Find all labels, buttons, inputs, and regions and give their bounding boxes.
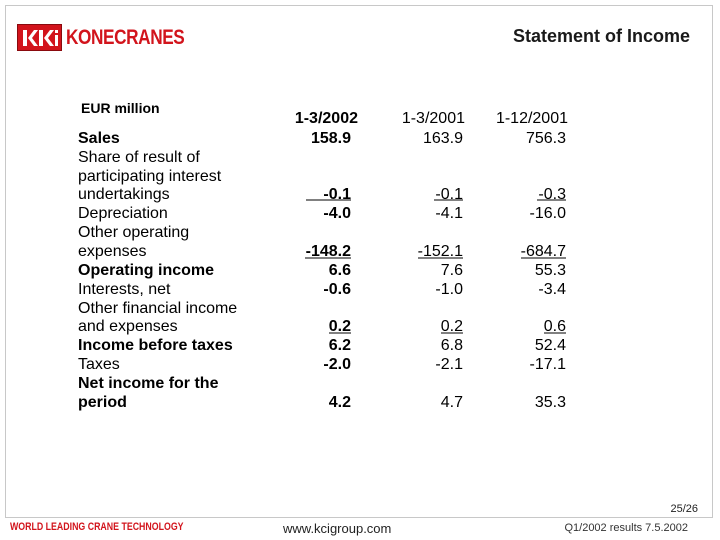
cell-taxes-1-3-2001: -2.1 xyxy=(435,356,463,373)
cell-sales-1-3-2001: 163.9 xyxy=(422,130,463,147)
cell-taxes-1-3-2002: -2.0 xyxy=(323,356,351,373)
cell-depreciation-1-3-2001: -4.1 xyxy=(435,205,463,222)
cell-netincome-1-3-2002: 4.2 xyxy=(328,394,351,411)
row-label-share-of-result-line3: undertakings xyxy=(78,186,170,203)
row-label-other-financial-line2: and expenses xyxy=(78,318,178,335)
row-label-net-income-line2: period xyxy=(78,394,127,411)
cell-opincome-1-3-2002: 6.6 xyxy=(328,262,351,279)
cell-ibt-1-3-2001: 6.8 xyxy=(440,337,463,354)
cell-sales-1-3-2002: 158.9 xyxy=(310,130,351,147)
cell-ibt-1-3-2002: 6.2 xyxy=(328,337,351,354)
cell-depreciation-1-3-2002: -4.0 xyxy=(323,205,351,222)
cell-depreciation-1-12-2001: -16.0 xyxy=(529,205,566,222)
row-label-other-operating-line1: Other operating xyxy=(78,224,190,241)
unit-label: EUR million xyxy=(81,100,160,116)
cell-share-1-12-2001: -0.3 xyxy=(538,186,566,203)
cell-opex-1-12-2001: -684.7 xyxy=(520,243,566,260)
cell-otherfin-1-3-2001: 0.2 xyxy=(440,318,463,335)
cell-share-1-3-2001: -0.1 xyxy=(435,186,463,203)
footer-tagline: WORLD LEADING CRANE TECHNOLOGY xyxy=(10,521,184,533)
row-label-income-before-taxes: Income before taxes xyxy=(78,337,233,354)
row-label-interests-net: Interests, net xyxy=(78,281,171,298)
cell-share-1-3-2002: -0.1 xyxy=(323,186,351,203)
footer-note: Q1/2002 results 7.5.2002 xyxy=(564,522,688,534)
cell-netincome-1-12-2001: 35.3 xyxy=(534,394,566,411)
cell-interests-1-3-2002: -0.6 xyxy=(323,281,351,298)
column-header-1-3-2001: 1-3/2001 xyxy=(401,110,465,127)
column-header-1-12-2001: 1-12/2001 xyxy=(495,110,568,127)
cell-taxes-1-12-2001: -17.1 xyxy=(529,356,566,373)
row-label-other-operating-line2: expenses xyxy=(78,243,147,260)
row-label-operating-income: Operating income xyxy=(78,262,215,279)
row-label-taxes: Taxes xyxy=(78,356,120,373)
cell-interests-1-3-2001: -1.0 xyxy=(435,281,463,298)
cell-otherfin-1-3-2002: 0.2 xyxy=(328,318,351,335)
row-label-share-of-result-line1: Share of result of xyxy=(78,149,200,166)
cell-opex-1-3-2002: -148.2 xyxy=(305,243,351,260)
cell-opincome-1-3-2001: 7.6 xyxy=(440,262,463,279)
cell-opex-1-3-2001: -152.1 xyxy=(417,243,463,260)
cell-ibt-1-12-2001: 52.4 xyxy=(534,337,566,354)
column-header-1-3-2002: 1-3/2002 xyxy=(294,110,358,127)
logo-wordmark: KONECRANES xyxy=(66,26,185,49)
cell-sales-1-12-2001: 756.3 xyxy=(525,130,566,147)
row-label-depreciation: Depreciation xyxy=(78,205,168,222)
page-title: Statement of Income xyxy=(512,26,690,46)
row-label-net-income-line1: Net income for the xyxy=(78,375,219,392)
cell-opincome-1-12-2001: 55.3 xyxy=(534,262,566,279)
row-label-sales: Sales xyxy=(78,130,120,147)
page-number: 25/26 xyxy=(670,503,698,515)
cell-interests-1-12-2001: -3.4 xyxy=(538,281,566,298)
row-label-other-financial-line1: Other financial income xyxy=(78,300,238,317)
cell-netincome-1-3-2001: 4.7 xyxy=(440,394,463,411)
website-link[interactable]: www.kcigroup.com xyxy=(283,521,392,536)
row-label-share-of-result-line2: participating interest xyxy=(78,168,222,185)
cell-otherfin-1-12-2001: 0.6 xyxy=(543,318,566,335)
